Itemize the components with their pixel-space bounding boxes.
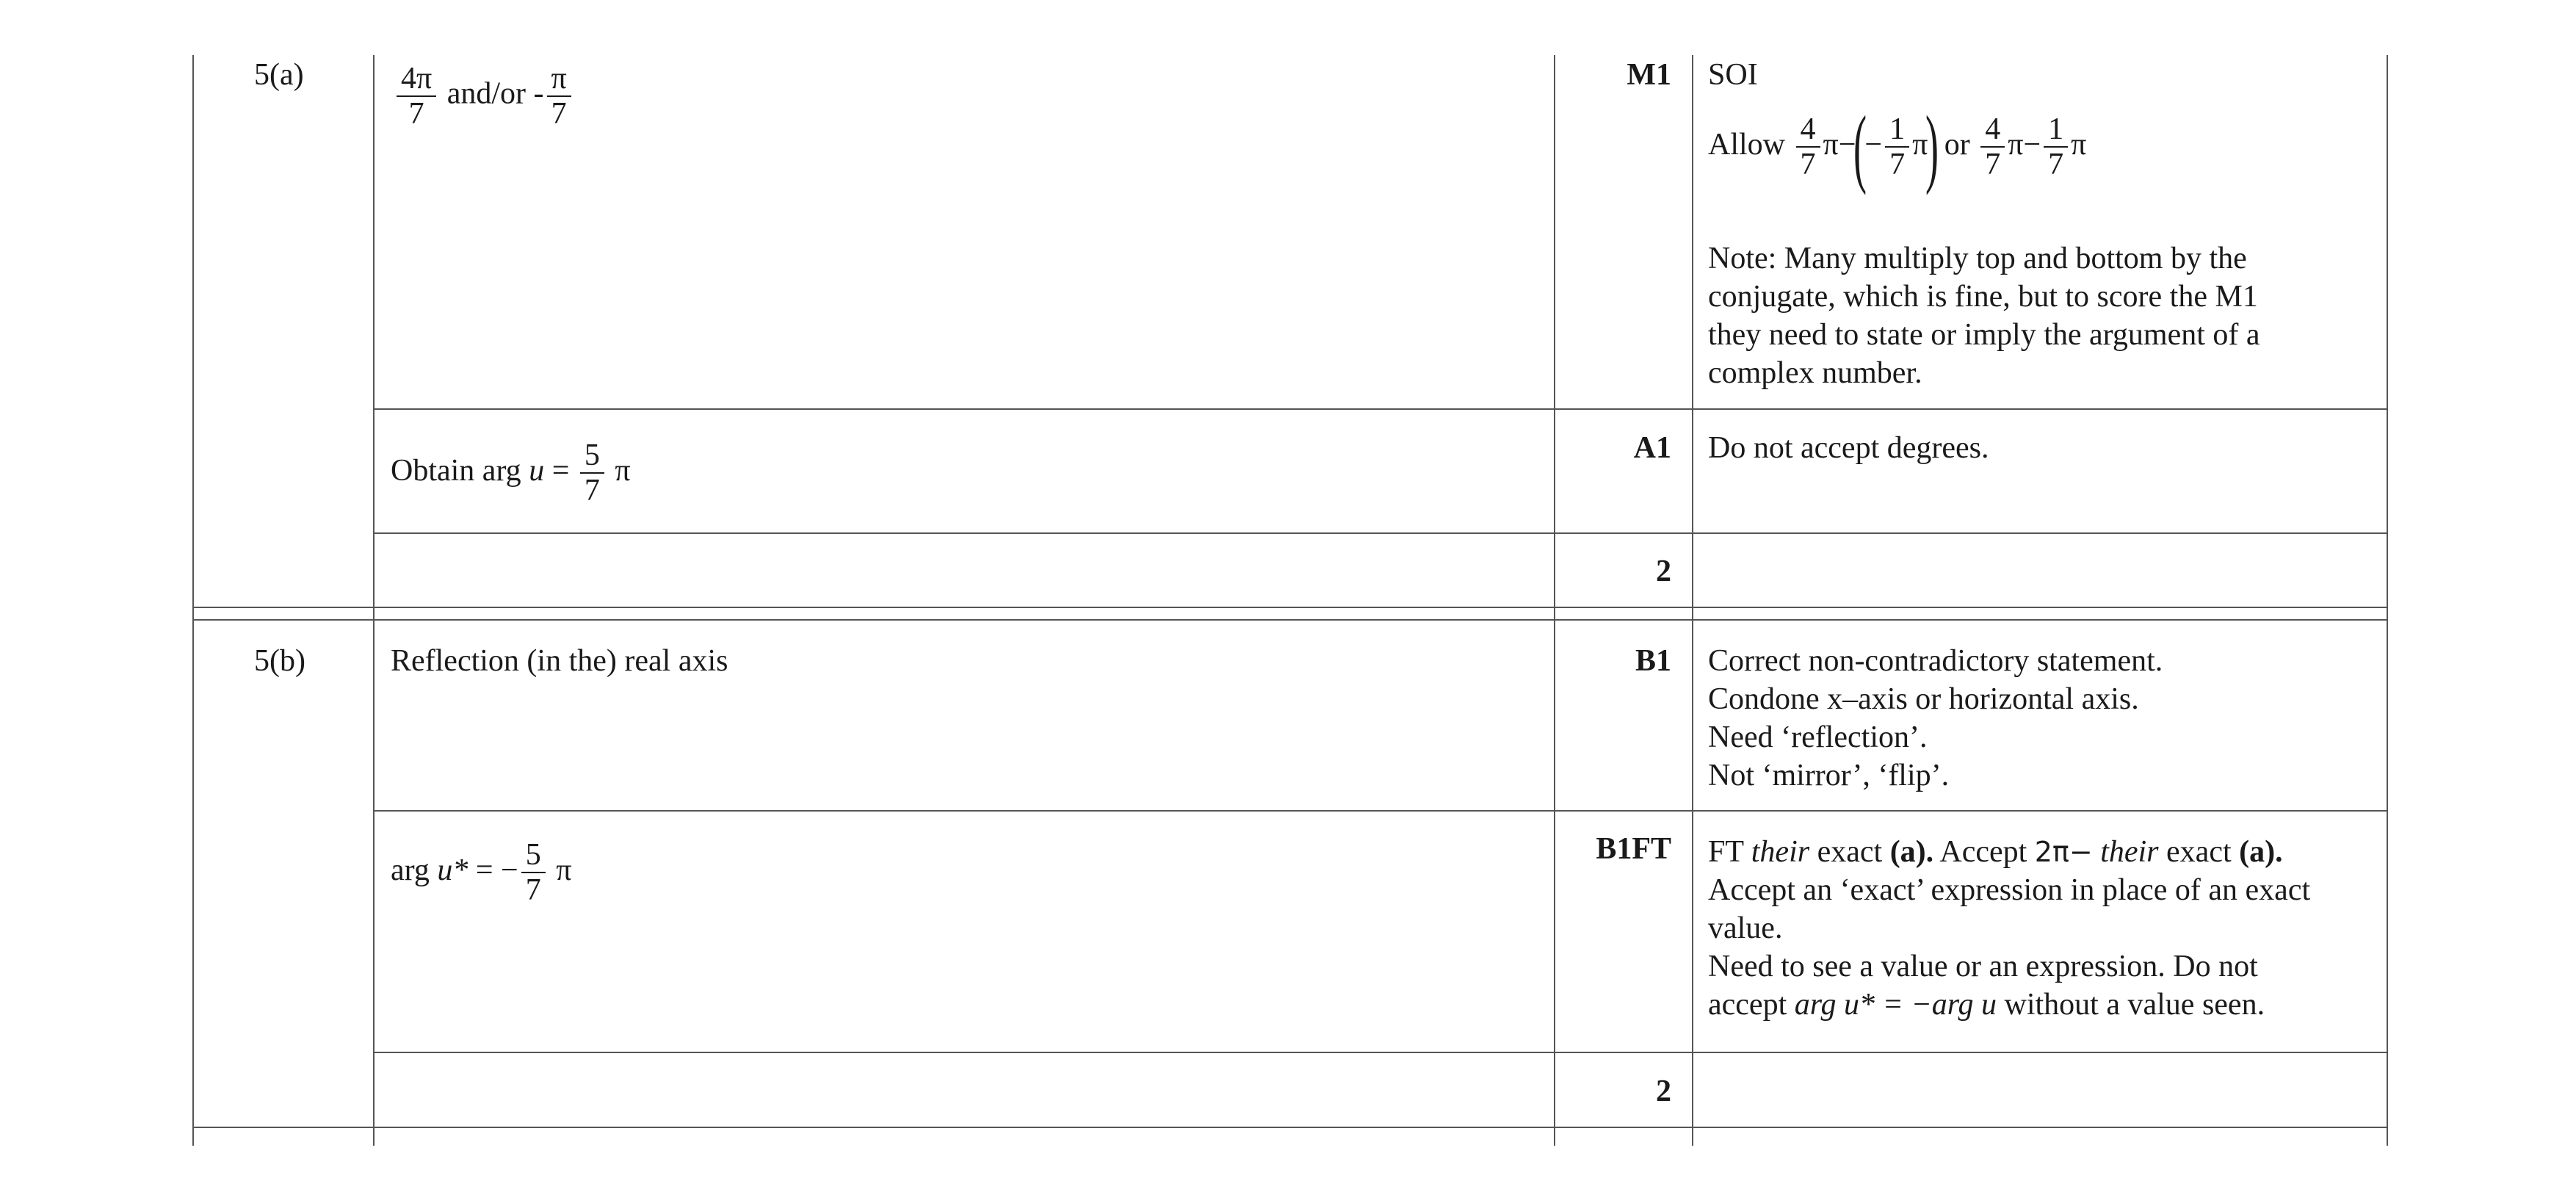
table-border-right [2387, 55, 2388, 1146]
their-word: their [1751, 835, 1810, 869]
answer-prefix: arg [391, 853, 430, 887]
minus-sign: − [1864, 128, 1883, 162]
inline-math: arg u* = −arg u [1794, 988, 1997, 1022]
guidance-line: value. [1708, 911, 1783, 945]
guidance-line: Condone x–axis or horizontal axis. [1708, 682, 2139, 716]
mark-code: A1 [1633, 431, 1671, 465]
minus-sign: − [2023, 128, 2041, 162]
guidance-note-line: conjugate, which is fine, but to score the M1 [1708, 280, 2258, 314]
guidance-soi: SOI [1708, 58, 1758, 92]
guidance-line: Need to see a value or an expression. Do not [1708, 950, 2258, 983]
guidance-line [1708, 986, 2265, 1024]
row-divider [373, 810, 2388, 812]
exact-word: exact [2166, 835, 2232, 869]
fraction-numerator: 4 [1796, 112, 1820, 148]
guidance-line: Accept an ‘exact’ expression in place of an exact [1708, 873, 2311, 907]
total-marks: 2 [1656, 1074, 1671, 1108]
section-divider-bottom [192, 619, 2388, 621]
guidance-allow [1708, 97, 2087, 196]
fraction [1980, 112, 2005, 181]
fraction-numerator: 5 [580, 438, 604, 474]
fraction-numerator: 1 [1885, 112, 1909, 148]
fraction-denominator: 7 [2048, 148, 2064, 182]
fraction-denominator: 7 [584, 474, 600, 508]
part-ref: (a). [1889, 835, 1934, 869]
fraction [2044, 112, 2068, 181]
question-label: 5(b) [254, 644, 305, 678]
fraction-numerator: π [547, 62, 571, 97]
minus-sign: − [1838, 128, 1856, 162]
fraction-denominator: 7 [551, 97, 567, 131]
fraction [547, 62, 571, 131]
mark-code: B1 [1635, 644, 1671, 678]
answer-cell [394, 62, 574, 131]
equals-sign: = [551, 454, 570, 488]
close-paren-icon: ) [1925, 98, 1939, 196]
fraction-numerator: 4π [397, 62, 436, 97]
column-divider-marks [1554, 55, 1555, 1146]
accept-word: accept [1708, 988, 1787, 1022]
accept-word: Accept [1939, 835, 2027, 869]
guidance-tail: without a value seen. [2004, 988, 2265, 1022]
pi-symbol: π [615, 454, 631, 488]
answer-text: and/or [446, 76, 527, 111]
their-word: their [2100, 835, 2159, 869]
answer-cell: Reflection (in the) real axis [391, 644, 728, 678]
guidance-note-line: complex number. [1708, 356, 1922, 390]
pi-symbol: π [2008, 128, 2024, 162]
section-divider-top [192, 607, 2388, 608]
fraction-denominator: 7 [1800, 148, 1816, 182]
mark-code: B1FT [1596, 832, 1671, 866]
allow-label: Allow [1708, 128, 1785, 162]
fraction [580, 438, 604, 507]
pi-symbol: π [1912, 128, 1928, 162]
fraction [1885, 112, 1909, 181]
guidance-ft-line [1708, 833, 2283, 871]
fraction [521, 838, 546, 907]
fraction [1796, 112, 1820, 181]
fraction-denominator: 7 [1985, 148, 2001, 182]
column-divider-answer [373, 55, 375, 1146]
pi-symbol: π [1823, 128, 1839, 162]
equals-sign: = − [475, 853, 518, 887]
answer-cell [391, 430, 631, 511]
column-divider-guidance [1692, 55, 1693, 1146]
row-divider [373, 408, 2388, 410]
guidance-line: Not ‘mirror’, ‘flip’. [1708, 759, 1950, 792]
guidance-note-line: Note: Many multiply top and bottom by the [1708, 242, 2247, 275]
question-label: 5(a) [254, 58, 304, 92]
fraction [397, 62, 436, 131]
fraction-numerator: 1 [2044, 112, 2068, 148]
pi-symbol: π [2071, 128, 2087, 162]
mark-code: M1 [1627, 58, 1671, 92]
variable: u* [437, 853, 468, 887]
fraction-numerator: 5 [521, 838, 546, 873]
ft-label: FT [1708, 835, 1744, 869]
guidance-note-line: they need to state or imply the argument of a [1708, 318, 2260, 352]
answer-cell [391, 830, 571, 911]
guidance-text: Do not accept degrees. [1708, 431, 1989, 465]
fraction-numerator: 4 [1980, 112, 2005, 148]
fraction-denominator: 7 [1889, 148, 1906, 182]
guidance-line: Correct non-contradictory statement. [1708, 644, 2163, 678]
total-marks: 2 [1656, 554, 1671, 588]
two-pi-minus: 2π− [2034, 836, 2093, 868]
row-divider [373, 532, 2388, 534]
minus-sign: - [533, 76, 544, 111]
or-text: or [1944, 128, 1970, 162]
guidance-line: Need ‘reflection’. [1708, 720, 1928, 754]
part-ref: (a). [2239, 835, 2283, 869]
exact-word: exact [1817, 835, 1883, 869]
table-bottom [192, 1127, 2388, 1128]
open-paren-icon: ( [1853, 98, 1867, 196]
table-border-left [192, 55, 194, 1146]
pi-symbol: π [556, 853, 572, 887]
variable: u [529, 454, 545, 488]
fraction-denominator: 7 [525, 873, 541, 908]
answer-prefix: Obtain arg [391, 454, 521, 488]
fraction-denominator: 7 [408, 97, 424, 131]
row-divider [373, 1052, 2388, 1053]
